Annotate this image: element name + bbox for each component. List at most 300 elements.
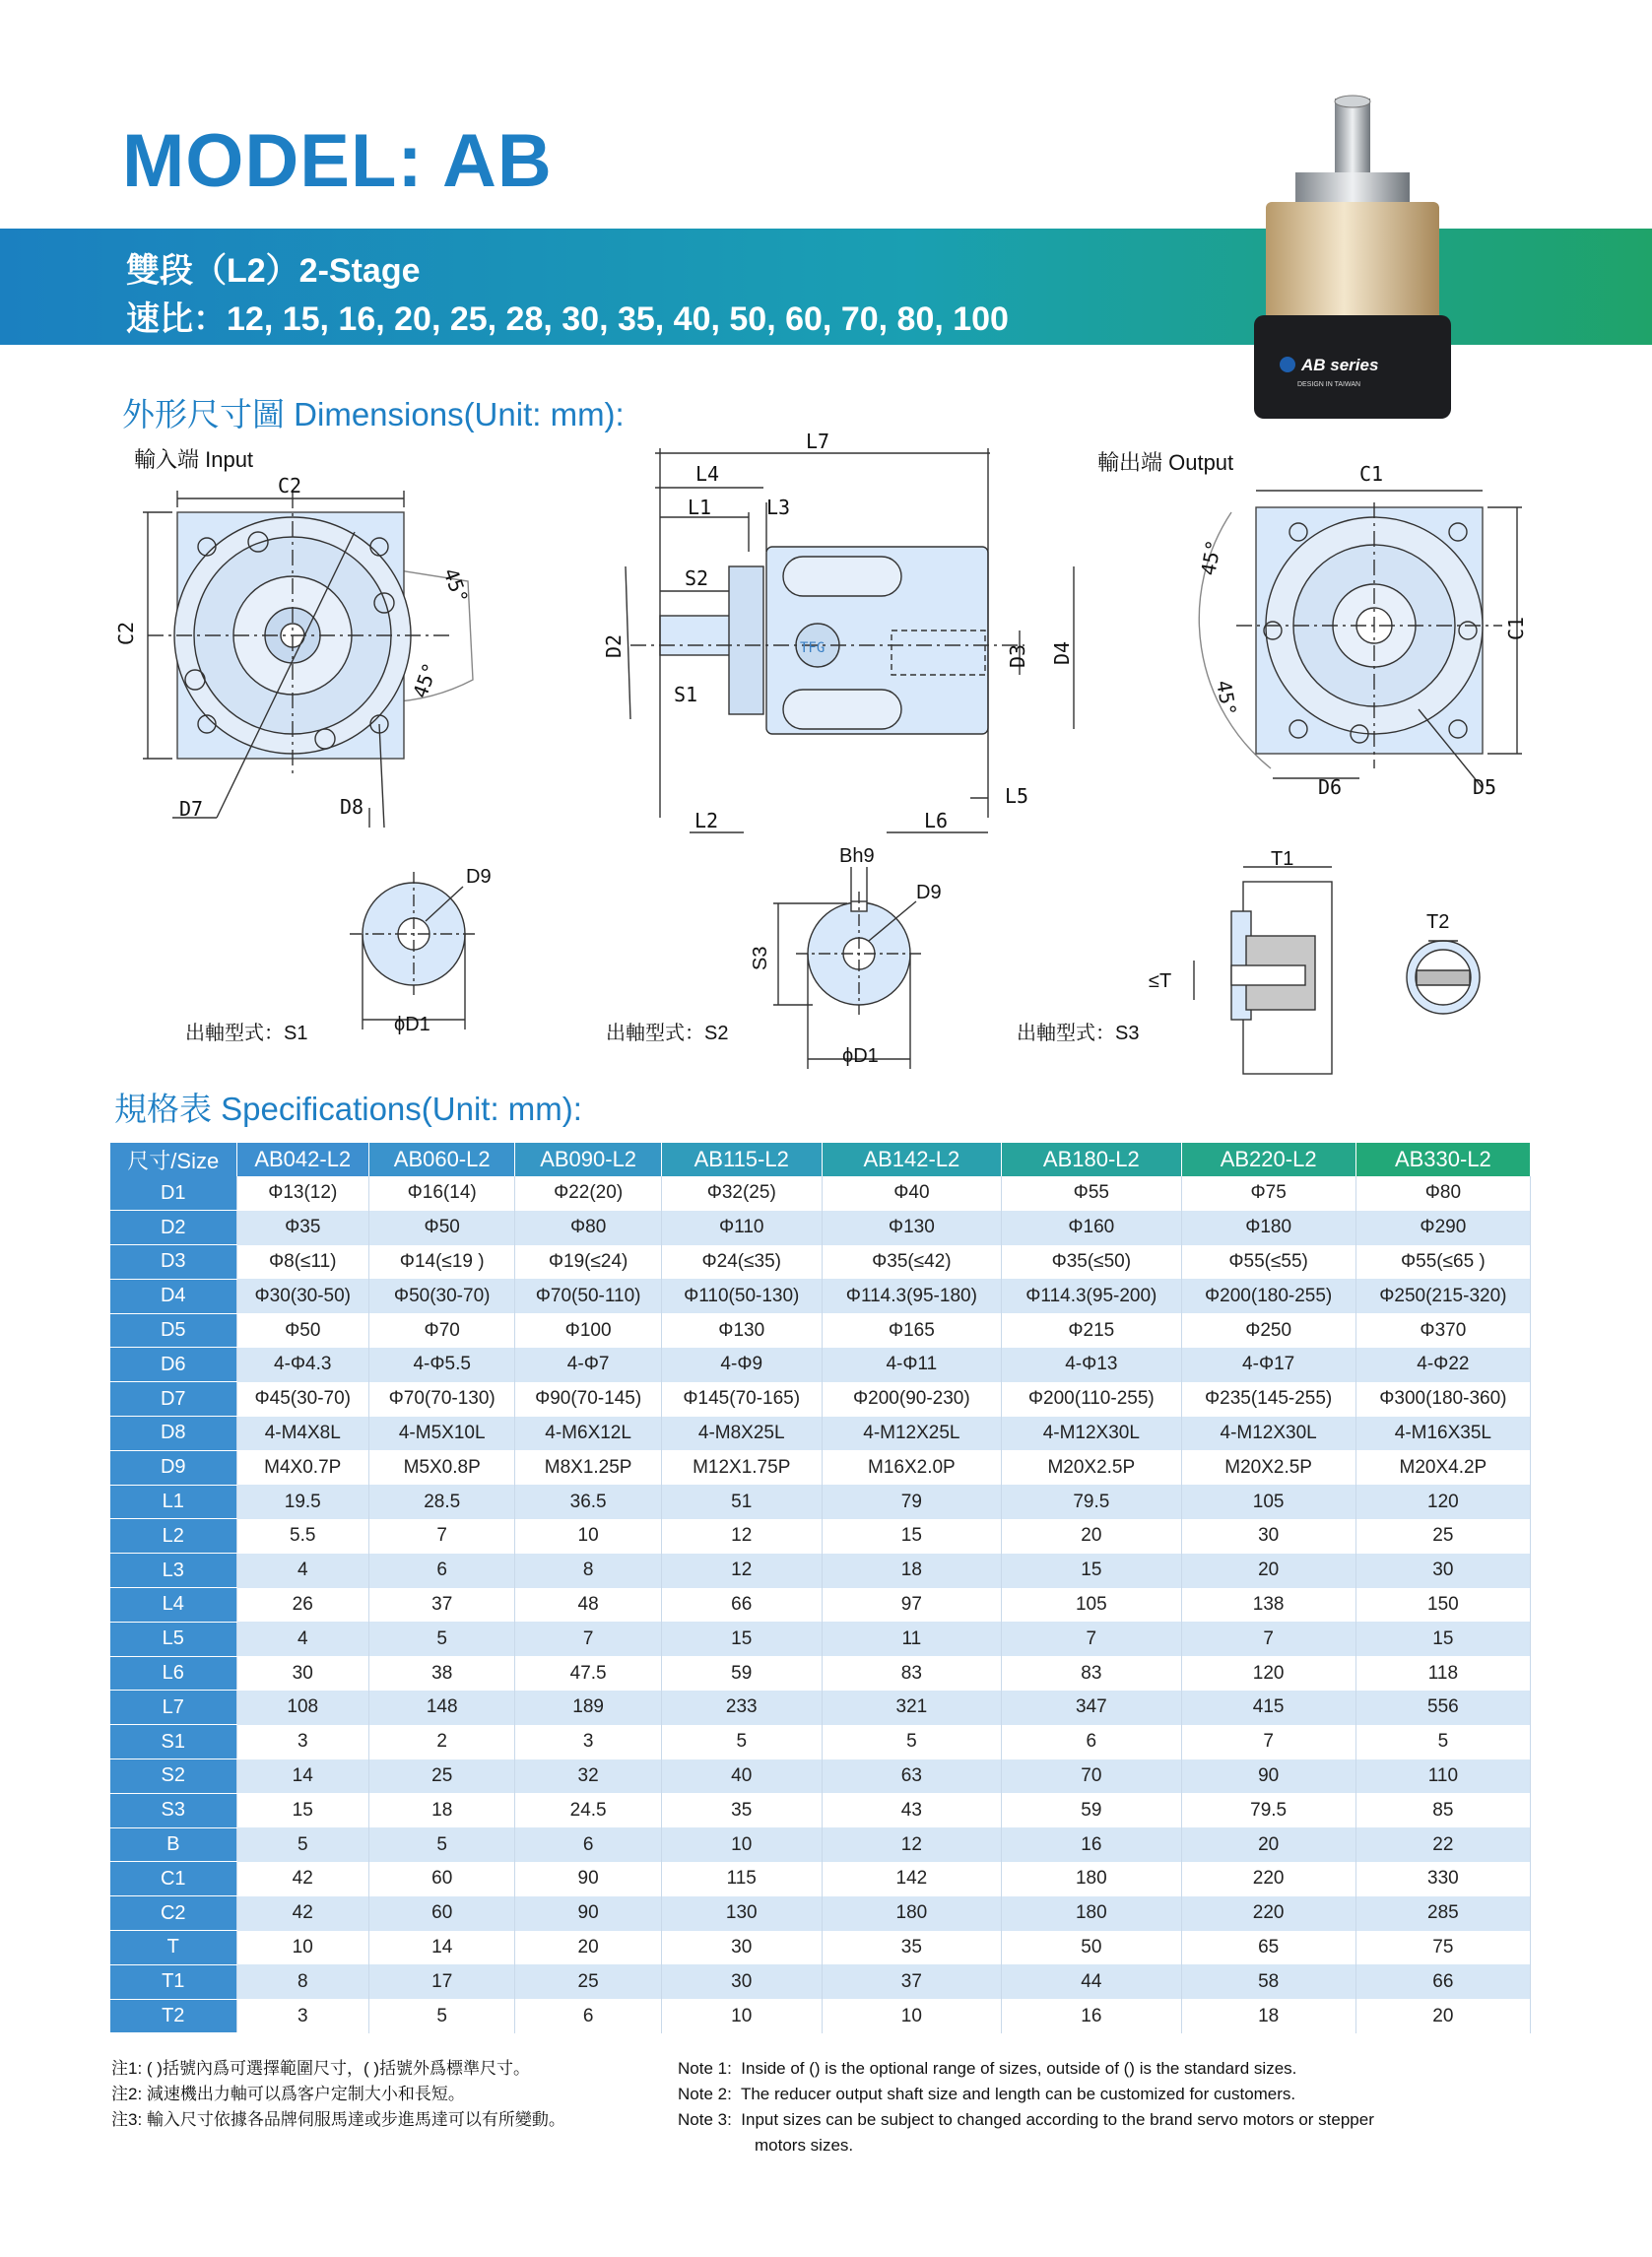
spec-cell: 4-M4X8L bbox=[236, 1417, 368, 1451]
model-header: AB330-L2 bbox=[1355, 1143, 1530, 1176]
spec-cell: Φ75 bbox=[1181, 1176, 1355, 1211]
spec-cell: Φ145(70-165) bbox=[661, 1382, 822, 1417]
spec-cell: Φ114.3(95-180) bbox=[822, 1279, 1001, 1313]
spec-row-label: S2 bbox=[110, 1759, 236, 1794]
spec-cell: 2 bbox=[368, 1725, 514, 1759]
spec-cell: 66 bbox=[661, 1588, 822, 1623]
spec-cell: 58 bbox=[1181, 1964, 1355, 1999]
spec-cell: 37 bbox=[822, 1964, 1001, 1999]
s2-bh9-label: Bh9 bbox=[839, 845, 875, 867]
svg-text:D3: D3 bbox=[1006, 643, 1029, 668]
spec-cell: 7 bbox=[368, 1519, 514, 1554]
specs-heading: 規格表 Specifications(Unit: mm): bbox=[114, 1091, 582, 1127]
spec-cell: Φ32(25) bbox=[661, 1176, 822, 1211]
note-en: Inside of () is the optional range of sizes, outside of () is the standard sizes. bbox=[741, 2059, 1297, 2078]
spec-row-label: L7 bbox=[110, 1691, 236, 1725]
spec-cell: Φ35(≤50) bbox=[1002, 1245, 1181, 1280]
spec-cell: 233 bbox=[661, 1691, 822, 1725]
spec-cell: Φ250 bbox=[1181, 1313, 1355, 1348]
svg-text:C2: C2 bbox=[114, 621, 138, 645]
spec-row-label: D2 bbox=[110, 1211, 236, 1245]
model-header: AB115-L2 bbox=[661, 1143, 822, 1176]
spec-row-s1 bbox=[110, 1725, 1531, 1759]
spec-cell: 4-M5X10L bbox=[368, 1417, 514, 1451]
spec-cell: 120 bbox=[1355, 1485, 1530, 1519]
spec-row-t bbox=[110, 1931, 1531, 1965]
spec-cell: Φ110(50-130) bbox=[661, 1279, 822, 1313]
svg-text:C2: C2 bbox=[278, 474, 302, 498]
spec-cell: 79.5 bbox=[1181, 1793, 1355, 1827]
spec-cell: Φ13(12) bbox=[236, 1176, 368, 1211]
spec-row-l3 bbox=[110, 1554, 1531, 1588]
spec-cell: 18 bbox=[1181, 1999, 1355, 2033]
model-header: AB142-L2 bbox=[822, 1143, 1001, 1176]
spec-cell: 15 bbox=[661, 1622, 822, 1656]
spec-cell: 70 bbox=[1002, 1759, 1181, 1794]
spec-cell: 3 bbox=[236, 1999, 368, 2033]
spec-cell: Φ55(≤65 ) bbox=[1355, 1245, 1530, 1280]
s1-d9-label: D9 bbox=[466, 866, 492, 888]
product-badge: AB series bbox=[1301, 356, 1379, 374]
spec-cell: Φ35 bbox=[236, 1211, 368, 1245]
spec-row-d2 bbox=[110, 1211, 1531, 1245]
spec-cell: 24.5 bbox=[515, 1793, 661, 1827]
spec-row-s3 bbox=[110, 1793, 1531, 1827]
spec-cell: 85 bbox=[1355, 1793, 1530, 1827]
spec-row-c2 bbox=[110, 1896, 1531, 1931]
spec-row-d7 bbox=[110, 1382, 1531, 1417]
spec-cell: M4X0.7P bbox=[236, 1450, 368, 1485]
spec-cell: Φ110 bbox=[661, 1211, 822, 1245]
spec-cell: 63 bbox=[822, 1759, 1001, 1794]
svg-text:L2: L2 bbox=[694, 809, 719, 832]
spec-cell: Φ19(≤24) bbox=[515, 1245, 661, 1280]
spec-table bbox=[110, 1143, 1531, 2033]
spec-cell: 90 bbox=[515, 1896, 661, 1931]
spec-cell: 16 bbox=[1002, 1827, 1181, 1862]
spec-cell: 59 bbox=[1002, 1793, 1181, 1827]
spec-cell: Φ80 bbox=[515, 1211, 661, 1245]
spec-cell: 4-Φ11 bbox=[822, 1348, 1001, 1382]
spec-cell: M16X2.0P bbox=[822, 1450, 1001, 1485]
spec-row-label: L1 bbox=[110, 1485, 236, 1519]
spec-cell: 37 bbox=[368, 1588, 514, 1623]
spec-row-label: D5 bbox=[110, 1313, 236, 1348]
spec-row-l4 bbox=[110, 1588, 1531, 1623]
spec-cell: 6 bbox=[515, 1827, 661, 1862]
spec-cell: 79.5 bbox=[1002, 1485, 1181, 1519]
svg-text:D6: D6 bbox=[1318, 775, 1343, 799]
spec-cell: 28.5 bbox=[368, 1485, 514, 1519]
spec-cell: 3 bbox=[236, 1725, 368, 1759]
ratio-line: 速比：12, 15, 16, 20, 25, 28, 30, 35, 40, 50, 60, 70, 80, 100 bbox=[126, 300, 1009, 338]
spec-cell: 4-M12X30L bbox=[1002, 1417, 1181, 1451]
spec-cell: Φ250(215-320) bbox=[1355, 1279, 1530, 1313]
spec-cell: 17 bbox=[368, 1964, 514, 1999]
side-logo-text: TFG bbox=[800, 640, 826, 656]
spec-row-label: L4 bbox=[110, 1588, 236, 1623]
spec-cell: Φ50(30-70) bbox=[368, 1279, 514, 1313]
spec-cell: 75 bbox=[1355, 1931, 1530, 1965]
spec-cell: 30 bbox=[1181, 1519, 1355, 1554]
svg-text:45°: 45° bbox=[408, 659, 443, 701]
spec-cell: 5 bbox=[368, 1827, 514, 1862]
spec-cell: Φ90(70-145) bbox=[515, 1382, 661, 1417]
s2-s3-label: S3 bbox=[750, 946, 771, 970]
spec-cell: 150 bbox=[1355, 1588, 1530, 1623]
spec-cell: Φ200(180-255) bbox=[1181, 1279, 1355, 1313]
spec-cell: 15 bbox=[1002, 1554, 1181, 1588]
product-tagline: DESIGN IN TAIWAN bbox=[1297, 381, 1361, 388]
spec-row-d1 bbox=[110, 1176, 1531, 1211]
spec-cell: 51 bbox=[661, 1485, 822, 1519]
spec-cell: 4-Φ4.3 bbox=[236, 1348, 368, 1382]
s2-label: 出軸型式：S2 bbox=[606, 1023, 729, 1044]
spec-cell: 30 bbox=[661, 1964, 822, 1999]
spec-cell: 4-Φ22 bbox=[1355, 1348, 1530, 1382]
svg-text:45°: 45° bbox=[1212, 678, 1241, 718]
svg-text:L7: L7 bbox=[806, 430, 830, 453]
spec-row-l5 bbox=[110, 1622, 1531, 1656]
spec-cell: 14 bbox=[368, 1931, 514, 1965]
spec-cell: 220 bbox=[1181, 1896, 1355, 1931]
spec-cell: 12 bbox=[822, 1827, 1001, 1862]
spec-cell: 5.5 bbox=[236, 1519, 368, 1554]
spec-row-d8 bbox=[110, 1417, 1531, 1451]
spec-row-label: T bbox=[110, 1931, 236, 1965]
spec-cell: 19.5 bbox=[236, 1485, 368, 1519]
s3-t2-label: T2 bbox=[1426, 911, 1450, 933]
spec-row-label: S1 bbox=[110, 1725, 236, 1759]
spec-cell: 5 bbox=[1355, 1725, 1530, 1759]
svg-text:C1: C1 bbox=[1359, 462, 1384, 486]
spec-row-label: L5 bbox=[110, 1622, 236, 1656]
spec-cell: 220 bbox=[1181, 1862, 1355, 1896]
note-en: The reducer output shaft size and length can be customized for customers. bbox=[740, 2085, 1296, 2103]
spec-cell: Φ70(50-110) bbox=[515, 1279, 661, 1313]
spec-cell: 42 bbox=[236, 1896, 368, 1931]
spec-cell: 3 bbox=[515, 1725, 661, 1759]
spec-cell: 20 bbox=[1002, 1519, 1181, 1554]
spec-row-label: D3 bbox=[110, 1245, 236, 1280]
spec-cell: 4-Φ13 bbox=[1002, 1348, 1181, 1382]
spec-row-d9 bbox=[110, 1450, 1531, 1485]
spec-cell: 79 bbox=[822, 1485, 1001, 1519]
spec-cell: 4 bbox=[236, 1622, 368, 1656]
svg-text:L5: L5 bbox=[1005, 784, 1029, 808]
svg-text:S1: S1 bbox=[674, 683, 698, 706]
spec-row-label: D6 bbox=[110, 1348, 236, 1382]
spec-cell: 10 bbox=[661, 1827, 822, 1862]
s2-d9-label: D9 bbox=[916, 882, 942, 903]
spec-row-d4 bbox=[110, 1279, 1531, 1313]
svg-text:L6: L6 bbox=[924, 809, 949, 832]
spec-cell: Φ55 bbox=[1002, 1176, 1181, 1211]
spec-cell: 110 bbox=[1355, 1759, 1530, 1794]
spec-cell: 15 bbox=[1355, 1622, 1530, 1656]
spec-cell: 65 bbox=[1181, 1931, 1355, 1965]
spec-cell: 42 bbox=[236, 1862, 368, 1896]
spec-cell: 36.5 bbox=[515, 1485, 661, 1519]
spec-cell: 20 bbox=[1355, 1999, 1530, 2033]
svg-text:45°: 45° bbox=[1196, 538, 1226, 577]
spec-cell: 20 bbox=[1181, 1827, 1355, 1862]
spec-cell: 4-M8X25L bbox=[661, 1417, 822, 1451]
spec-cell: Φ55(≤55) bbox=[1181, 1245, 1355, 1280]
spec-cell: Φ130 bbox=[822, 1211, 1001, 1245]
spec-cell: 7 bbox=[1181, 1622, 1355, 1656]
spec-cell: 189 bbox=[515, 1691, 661, 1725]
svg-text:D8: D8 bbox=[340, 795, 364, 819]
spec-cell: Φ8(≤11) bbox=[236, 1245, 368, 1280]
spec-cell: 59 bbox=[661, 1656, 822, 1691]
spec-row-d3 bbox=[110, 1245, 1531, 1280]
spec-row-label: S3 bbox=[110, 1793, 236, 1827]
spec-cell: 10 bbox=[236, 1931, 368, 1965]
spec-row-label: D8 bbox=[110, 1417, 236, 1451]
spec-cell: 12 bbox=[661, 1519, 822, 1554]
spec-cell: 30 bbox=[661, 1931, 822, 1965]
spec-cell: 105 bbox=[1002, 1588, 1181, 1623]
spec-cell: 6 bbox=[515, 1999, 661, 2033]
spec-cell: 15 bbox=[822, 1519, 1001, 1554]
spec-cell: 148 bbox=[368, 1691, 514, 1725]
spec-cell: Φ215 bbox=[1002, 1313, 1181, 1348]
spec-row-label: B bbox=[110, 1827, 236, 1862]
spec-cell: 108 bbox=[236, 1691, 368, 1725]
output-view-drawing bbox=[1199, 491, 1522, 788]
spec-cell: Φ50 bbox=[368, 1211, 514, 1245]
spec-cell: 25 bbox=[1355, 1519, 1530, 1554]
spec-cell: Φ35(≤42) bbox=[822, 1245, 1001, 1280]
spec-cell: 25 bbox=[515, 1964, 661, 1999]
spec-cell: 12 bbox=[661, 1554, 822, 1588]
spec-cell: 4-Φ9 bbox=[661, 1348, 822, 1382]
spec-cell: 180 bbox=[1002, 1896, 1181, 1931]
spec-cell: 20 bbox=[1181, 1554, 1355, 1588]
s1-d1-label: ϕD1 bbox=[394, 1014, 430, 1035]
spec-cell: 83 bbox=[1002, 1656, 1181, 1691]
spec-cell: 16 bbox=[1002, 1999, 1181, 2033]
spec-cell: 90 bbox=[1181, 1759, 1355, 1794]
spec-cell: 330 bbox=[1355, 1862, 1530, 1896]
svg-text:D2: D2 bbox=[602, 633, 626, 658]
spec-cell: 38 bbox=[368, 1656, 514, 1691]
input-label: 輸入端 Input bbox=[134, 447, 254, 472]
spec-cell: 5 bbox=[822, 1725, 1001, 1759]
spec-row-d6 bbox=[110, 1348, 1531, 1382]
spec-cell: 415 bbox=[1181, 1691, 1355, 1725]
model-header: AB042-L2 bbox=[236, 1143, 368, 1176]
spec-cell: Φ290 bbox=[1355, 1211, 1530, 1245]
spec-cell: Φ16(14) bbox=[368, 1176, 514, 1211]
spec-cell: 32 bbox=[515, 1759, 661, 1794]
spec-row-label: T1 bbox=[110, 1964, 236, 1999]
note-en: Input sizes can be subject to changed according to the brand servo motors or stepper bbox=[741, 2110, 1374, 2129]
spec-row-label: C2 bbox=[110, 1896, 236, 1931]
spec-cell: 10 bbox=[822, 1999, 1001, 2033]
spec-cell: 30 bbox=[236, 1656, 368, 1691]
s3-t1-label: T1 bbox=[1271, 848, 1294, 870]
notes-zh bbox=[111, 2056, 565, 2133]
spec-cell: 22 bbox=[1355, 1827, 1530, 1862]
spec-cell: Φ300(180-360) bbox=[1355, 1382, 1530, 1417]
spec-cell: 4-Φ17 bbox=[1181, 1348, 1355, 1382]
spec-cell: 48 bbox=[515, 1588, 661, 1623]
spec-cell: 83 bbox=[822, 1656, 1001, 1691]
spec-cell: Φ160 bbox=[1002, 1211, 1181, 1245]
spec-cell: 5 bbox=[368, 1622, 514, 1656]
spec-row-label: D1 bbox=[110, 1176, 236, 1211]
spec-cell: 35 bbox=[822, 1931, 1001, 1965]
spec-cell: 10 bbox=[661, 1999, 822, 2033]
model-header: AB220-L2 bbox=[1181, 1143, 1355, 1176]
note-zh: 注3: 輸入尺寸依據各品牌伺服馬達或步進馬達可以有所變動。 bbox=[111, 2110, 565, 2129]
spec-cell: 30 bbox=[1355, 1554, 1530, 1588]
spec-cell: Φ50 bbox=[236, 1313, 368, 1348]
spec-cell: Φ100 bbox=[515, 1313, 661, 1348]
spec-cell: 105 bbox=[1181, 1485, 1355, 1519]
spec-cell: 138 bbox=[1181, 1588, 1355, 1623]
spec-cell: 35 bbox=[661, 1793, 822, 1827]
spec-cell: 8 bbox=[236, 1964, 368, 1999]
spec-cell: Φ235(145-255) bbox=[1181, 1382, 1355, 1417]
svg-text:45°: 45° bbox=[438, 564, 474, 607]
spec-cell: M8X1.25P bbox=[515, 1450, 661, 1485]
spec-cell: 18 bbox=[368, 1793, 514, 1827]
s3-t-label: ≤T bbox=[1149, 970, 1172, 992]
spec-header-row bbox=[110, 1143, 1531, 1176]
spec-cell: 25 bbox=[368, 1759, 514, 1794]
spec-cell: Φ200(90-230) bbox=[822, 1382, 1001, 1417]
spec-row-b bbox=[110, 1827, 1531, 1862]
spec-cell: Φ370 bbox=[1355, 1313, 1530, 1348]
svg-text:D5: D5 bbox=[1473, 775, 1497, 799]
spec-cell: 43 bbox=[822, 1793, 1001, 1827]
spec-cell: Φ30(30-50) bbox=[236, 1279, 368, 1313]
stage-line: 雙段（L2）2-Stage bbox=[126, 252, 421, 290]
spec-cell: 4-M16X35L bbox=[1355, 1417, 1530, 1451]
spec-row-l1 bbox=[110, 1485, 1531, 1519]
spec-cell: 5 bbox=[661, 1725, 822, 1759]
dimension-drawings bbox=[0, 0, 1652, 1094]
spec-cell: Φ130 bbox=[661, 1313, 822, 1348]
spec-cell: 285 bbox=[1355, 1896, 1530, 1931]
spec-cell: Φ200(110-255) bbox=[1002, 1382, 1181, 1417]
spec-cell: M20X2.5P bbox=[1181, 1450, 1355, 1485]
spec-cell: 14 bbox=[236, 1759, 368, 1794]
spec-cell: 556 bbox=[1355, 1691, 1530, 1725]
spec-row-label: T2 bbox=[110, 1999, 236, 2033]
spec-cell: Φ70(70-130) bbox=[368, 1382, 514, 1417]
svg-text:S2: S2 bbox=[685, 566, 709, 590]
spec-cell: M5X0.8P bbox=[368, 1450, 514, 1485]
spec-cell: 4 bbox=[236, 1554, 368, 1588]
spec-cell: 97 bbox=[822, 1588, 1001, 1623]
spec-row-l2 bbox=[110, 1519, 1531, 1554]
spec-cell: 66 bbox=[1355, 1964, 1530, 1999]
output-label: 輸出端 Output bbox=[1097, 450, 1234, 475]
spec-cell: 15 bbox=[236, 1793, 368, 1827]
s1-label: 出軸型式：S1 bbox=[185, 1023, 308, 1044]
spec-cell: 4-M12X25L bbox=[822, 1417, 1001, 1451]
shaft-s3-drawing bbox=[1194, 867, 1480, 1074]
spec-row-label: D4 bbox=[110, 1279, 236, 1313]
spec-cell: Φ114.3(95-200) bbox=[1002, 1279, 1181, 1313]
svg-text:L1: L1 bbox=[688, 496, 712, 519]
spec-cell: 26 bbox=[236, 1588, 368, 1623]
model-header: AB060-L2 bbox=[368, 1143, 514, 1176]
model-title: MODEL: AB bbox=[122, 119, 553, 203]
spec-cell: 118 bbox=[1355, 1656, 1530, 1691]
spec-cell: 5 bbox=[236, 1827, 368, 1862]
spec-cell: 10 bbox=[515, 1519, 661, 1554]
spec-cell: 4-Φ7 bbox=[515, 1348, 661, 1382]
spec-cell: 44 bbox=[1002, 1964, 1181, 1999]
svg-text:L3: L3 bbox=[766, 496, 791, 519]
input-view-drawing bbox=[143, 491, 473, 828]
spec-cell: 60 bbox=[368, 1862, 514, 1896]
dimensions-heading: 外形尺寸圖 Dimensions(Unit: mm): bbox=[122, 396, 625, 432]
spec-cell: 120 bbox=[1181, 1656, 1355, 1691]
spec-cell: 7 bbox=[515, 1622, 661, 1656]
spec-cell: 347 bbox=[1002, 1691, 1181, 1725]
spec-cell: Φ14(≤19 ) bbox=[368, 1245, 514, 1280]
spec-cell: 4-M6X12L bbox=[515, 1417, 661, 1451]
spec-cell: M12X1.75P bbox=[661, 1450, 822, 1485]
spec-row-t2 bbox=[110, 1999, 1531, 2033]
spec-cell: 180 bbox=[1002, 1862, 1181, 1896]
s2-d1-label: ϕD1 bbox=[842, 1045, 879, 1067]
notes-en: Note 1: Inside of () is the optional range of sizes, outside of () is the standard sizes. Note 2: The reducer output shaft size and length can be customized for customers. Note 3: Input sizes can be subject to changed according to the brand servo motors or stepper motors sizes. bbox=[678, 2056, 1374, 2158]
spec-cell: 90 bbox=[515, 1862, 661, 1896]
spec-cell: Φ24(≤35) bbox=[661, 1245, 822, 1280]
spec-cell: 6 bbox=[1002, 1725, 1181, 1759]
spec-cell: 20 bbox=[515, 1931, 661, 1965]
spec-row-label: C1 bbox=[110, 1862, 236, 1896]
spec-cell: 18 bbox=[822, 1554, 1001, 1588]
model-header: AB090-L2 bbox=[515, 1143, 661, 1176]
note-zh: 注2: 減速機出力軸可以爲客户定制大小和長短。 bbox=[111, 2085, 465, 2103]
spec-cell: Φ40 bbox=[822, 1176, 1001, 1211]
spec-cell: 50 bbox=[1002, 1931, 1181, 1965]
spec-row-label: D7 bbox=[110, 1382, 236, 1417]
spec-cell: 180 bbox=[822, 1896, 1001, 1931]
spec-cell: 4-M12X30L bbox=[1181, 1417, 1355, 1451]
spec-row-c1 bbox=[110, 1862, 1531, 1896]
spec-cell: 4-Φ5.5 bbox=[368, 1348, 514, 1382]
svg-text:D7: D7 bbox=[179, 797, 204, 821]
spec-cell: Φ180 bbox=[1181, 1211, 1355, 1245]
spec-row-t1 bbox=[110, 1964, 1531, 1999]
spec-cell: Φ165 bbox=[822, 1313, 1001, 1348]
svg-text:D4: D4 bbox=[1050, 640, 1074, 665]
spec-cell: 8 bbox=[515, 1554, 661, 1588]
spec-row-l7 bbox=[110, 1691, 1531, 1725]
spec-cell: 7 bbox=[1002, 1622, 1181, 1656]
spec-cell: 7 bbox=[1181, 1725, 1355, 1759]
spec-cell: Φ22(20) bbox=[515, 1176, 661, 1211]
spec-row-label: D9 bbox=[110, 1450, 236, 1485]
spec-cell: 5 bbox=[368, 1999, 514, 2033]
spec-row-l6 bbox=[110, 1656, 1531, 1691]
spec-cell: M20X4.2P bbox=[1355, 1450, 1530, 1485]
spec-cell: 321 bbox=[822, 1691, 1001, 1725]
spec-row-label: L3 bbox=[110, 1554, 236, 1588]
spec-cell: Φ80 bbox=[1355, 1176, 1530, 1211]
shaft-s2-drawing bbox=[773, 867, 921, 1069]
spec-corner-header: 尺寸/Size bbox=[110, 1143, 236, 1176]
